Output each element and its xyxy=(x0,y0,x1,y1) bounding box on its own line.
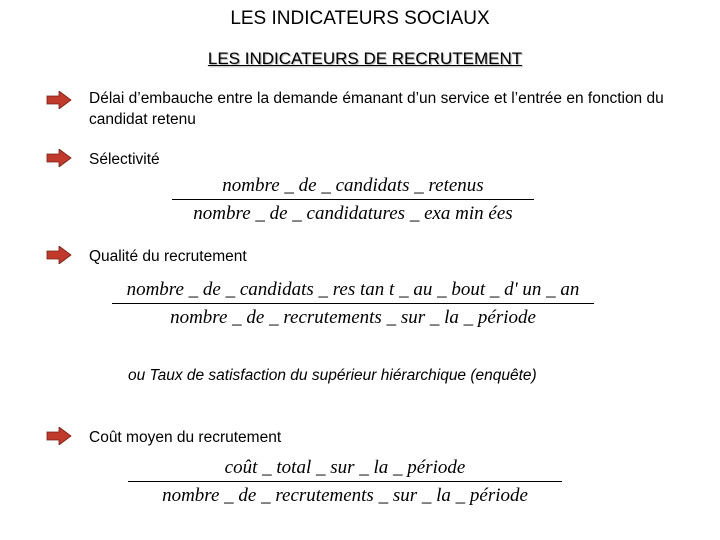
arrow-bullet-icon xyxy=(46,149,72,167)
cout-formula xyxy=(128,457,562,507)
formula-denominator: nombre _ de _ candidatures _ exa min ées xyxy=(193,203,513,224)
selectivite-formula xyxy=(172,175,534,225)
qualite-note: ou Taux de satisfaction du supérieur hiérarchique (enquête) xyxy=(128,367,537,384)
arrow-bullet-icon xyxy=(46,427,72,445)
item-selectivite-text: Sélectivité xyxy=(89,151,160,168)
item-delai-text: Délai d’embauche entre la demande émanant d’un service et l’entrée en fonction du candidat retenu xyxy=(89,90,664,128)
formula-denominator: nombre _ de _ recrutements _ sur _ la _ période xyxy=(170,307,536,328)
arrow-bullet-icon xyxy=(46,246,72,264)
arrow-bullet-icon xyxy=(46,91,72,109)
item-cout-text: Coût moyen du recrutement xyxy=(89,429,282,446)
formula-numerator: nombre _ de _ candidats _ res tan t _ au _ bout _ d' un _ an xyxy=(126,279,580,300)
formula-denominator: nombre _ de _ recrutements _ sur _ la _ période xyxy=(162,485,528,506)
formula-numerator: nombre _ de _ candidats _ retenus xyxy=(222,175,484,196)
page-subtitle: LES INDICATEURS DE RECRUTEMENT xyxy=(207,49,523,68)
page-title: LES INDICATEURS SOCIAUX xyxy=(230,8,490,29)
qualite-formula xyxy=(112,279,594,329)
formula-numerator: coût _ total _ sur _ la _ période xyxy=(224,457,466,478)
item-qualite-text: Qualité du recrutement xyxy=(89,248,247,265)
